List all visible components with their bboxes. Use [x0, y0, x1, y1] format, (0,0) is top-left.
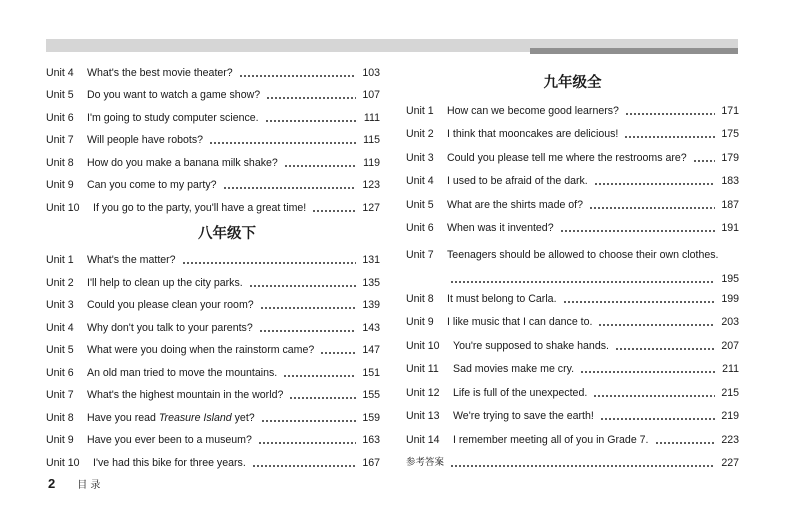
footer-label: 目 录 — [77, 480, 101, 491]
toc-entry[interactable]: Unit 8 It must belong to Carla. 199 — [406, 292, 739, 305]
toc-entry[interactable]: Unit 3 Could you please clean your room? 139 — [46, 299, 380, 311]
toc-entry[interactable]: Unit 9 I like music that I can dance to. 203 — [406, 316, 739, 328]
toc-entry[interactable]: Unit 5 What were you doing when the rainstorm came? 147 — [46, 344, 380, 356]
toc-right-column — [406, 68, 739, 474]
toc-entry[interactable]: Unit 3 Could you please tell me where the restrooms are? 179 — [406, 151, 739, 164]
toc-entry[interactable]: Unit 2 I think that mooncakes are delicious! 175 — [406, 128, 739, 140]
toc-entry[interactable]: Unit 7 What's the highest mountain in the world? 155 — [46, 389, 380, 401]
toc-entry[interactable]: Unit 10 I've had this bike for three years. 167 — [46, 456, 380, 469]
toc-entry[interactable]: Unit 14 I remember meeting all of you in Grade 7. 223 — [406, 433, 739, 446]
toc-left-column — [46, 61, 380, 474]
toc-entry[interactable]: Unit 8 How do you make a banana milk shake? 119 — [46, 156, 380, 169]
toc-entry[interactable]: Unit 4 I used to be afraid of the dark. 183 — [406, 175, 739, 187]
page-number: 2 — [48, 476, 56, 491]
toc-entry[interactable]: Unit 10 You're supposed to shake hands. 207 — [406, 339, 739, 352]
toc-entry[interactable]: Unit 13 We're trying to save the earth! 219 — [406, 410, 739, 422]
toc-entry[interactable]: Unit 5 Do you want to watch a game show? 107 — [46, 89, 380, 101]
page-footer — [48, 476, 100, 491]
header-bar-accent — [530, 48, 738, 54]
toc-entry[interactable]: Unit 8 Have you read Treasure Island yet? 159 — [46, 411, 380, 424]
section-title-grade8-vol2: 八年级下 — [198, 225, 256, 242]
toc-entry[interactable]: Unit 5 What are the shirts made of? 187 — [406, 198, 739, 211]
toc-entry[interactable]: Unit 4 Why don't you talk to your parents? 143 — [46, 321, 380, 334]
toc-entry[interactable]: Unit 9 Have you ever been to a museum? 163 — [46, 434, 380, 446]
toc-entry[interactable]: Unit 10 If you go to the party, you'll have a great time! 127 — [46, 201, 380, 214]
toc-entry[interactable]: Unit 7 Teenagers should be allowed to choose their own clothes. 195 — [406, 249, 739, 285]
toc-entry[interactable]: Unit 1 What's the matter? 131 — [46, 254, 380, 266]
toc-entry[interactable]: Unit 7 Will people have robots? 115 — [46, 134, 380, 146]
toc-entry[interactable]: Unit 4 What's the best movie theater? 103 — [46, 66, 380, 79]
toc-entry[interactable]: Unit 1 How can we become good learners? 171 — [406, 104, 739, 117]
toc-entry-answer-key[interactable]: 参考答案 227 — [406, 457, 739, 469]
toc-entry[interactable]: Unit 2 I'll help to clean up the city parks. 135 — [46, 276, 380, 289]
toc-entry[interactable]: Unit 6 An old man tried to move the mountains. 151 — [46, 366, 380, 379]
section-title-grade9: 九年级全 — [543, 75, 602, 91]
toc-entry[interactable]: Unit 9 Can you come to my party? 123 — [46, 179, 380, 191]
toc-entry[interactable]: Unit 12 Life is full of the unexpected. 215 — [406, 386, 739, 399]
toc-entry[interactable]: Unit 6 I'm going to study computer science. 111 — [46, 111, 380, 124]
toc-entry[interactable]: Unit 11 Sad movies make me cry. 211 — [406, 363, 739, 375]
toc-entry[interactable]: Unit 6 When was it invented? 191 — [406, 222, 739, 234]
